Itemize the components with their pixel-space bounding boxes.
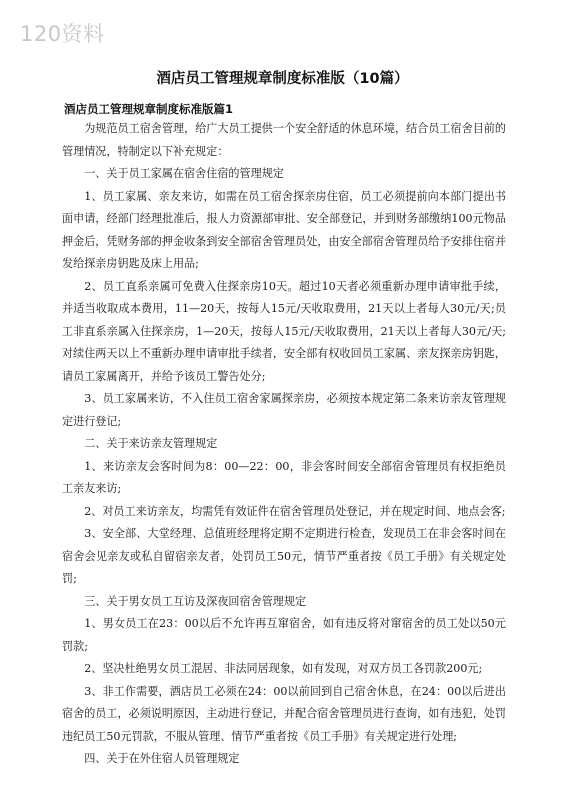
body-paragraph: 3、员工家属来访，不入住员工宿舍家属探亲房，必须按本规定第二条来访亲友管理规定进行登记; [62, 392, 506, 428]
body-paragraph: 1、来访亲友会客时间为8：00—22：00，非会客时间安全部宿舍管理员有权拒绝员工亲友来访; [62, 459, 506, 495]
body-paragraph: 2、员工直系亲属可免费入住探亲房10天。超过10天者必须重新办理申请审批手续，并适当收取成本费用，11—20天，按每人15元/天收取费用，21天以上者每人30元/天;员工非直系亲属入住探亲房，1—20天，按每人15元/天收取费用，21天以上者每人30元/天;对续住两天以上不重新办理申请审批手续者，安全部有权收回员工家属、亲友探亲房钥匙，请员工家属离开，并给予该员工警告处分; [62, 279, 506, 383]
body-paragraph: 2、坚决杜绝男女员工混居、非法同居现象，如有发现，对双方员工各罚款200元; [84, 662, 483, 675]
section-heading-4: 四、关于在外住宿人员管理规定 [84, 752, 240, 765]
body-paragraph: 2、对员工来访亲友，均需凭有效证件在宿舍管理员处登记，并在规定时间、地点会客; [84, 504, 506, 518]
section-heading-2: 二、关于来访亲友管理规定 [84, 437, 218, 450]
body-paragraph: 3、安全部、大堂经理、总值班经理将定期不定期进行检查，发现员工在非会客时间在宿舍会见亲友或私自留宿亲友者，处罚员工50元，情节严重者按《员工手册》有关规定处罚; [62, 527, 506, 585]
body-paragraph: 1、男女员工在23：00以后不允许再互窜宿舍，如有违反将对窜宿舍的员工处以50元罚款; [62, 617, 506, 653]
page-title: 酒店员工管理规章制度标准版（10篇） [156, 71, 409, 87]
document-body [62, 118, 506, 771]
intro-paragraph: 为规范员工宿舍管理，给广大员工提供一个安全舒适的休息环境，结合员工宿舍目前的管理情况，特制定以下补充规定： [62, 122, 506, 158]
section-heading-1: 一、关于员工家属在宿舍住宿的管理规定 [84, 167, 284, 180]
section-heading-3: 三、关于男女员工互访及深夜回宿舍管理规定 [84, 594, 307, 608]
body-paragraph: 3、非工作需要，酒店员工必须在24：00以前回到自己宿舍休息，在24：00以后进出宿舍的员工，必须说明原因，主动进行登记，并配合宿舍管理员进行查询，如有违犯，处罚违纪员工50元罚款，不服从管理、情节严重者按《员工手册》有关规定进行处理; [62, 684, 506, 743]
watermark-logo: 120资料 [20, 22, 105, 46]
section-title: 酒店员工管理规章制度标准版篇1 [64, 102, 233, 116]
body-paragraph: 1、员工家属、亲友来访，如需在员工宿舍探亲房住宿，员工必须提前向本部门提出书面申请，经部门经理批准后，报人力资源部审批、安全部登记，并到财务部缴纳100元物品押金后，凭财务部的押金收条到安全部宿舍管理员处，由安全部宿舍管理员给予安排住宿并发给探亲房钥匙及床上用品; [62, 189, 506, 270]
